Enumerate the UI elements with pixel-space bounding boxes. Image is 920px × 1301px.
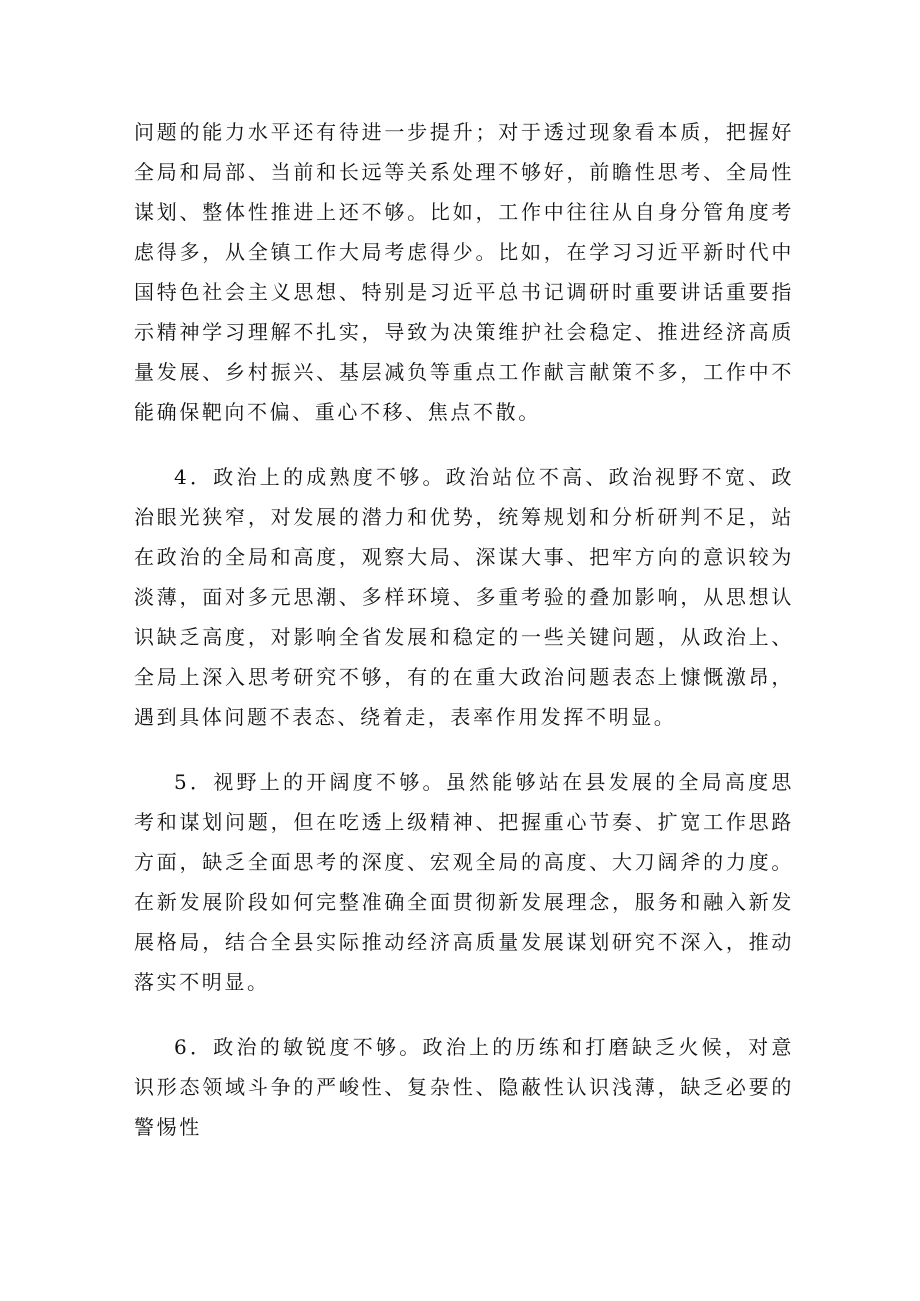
paragraph-item-6: 6．政治的敏锐度不够。政治上的历练和打磨缺乏火候，对意识形态领域斗争的严峻性、复杂性、隐蔽性认识浅薄，缺乏必要的警惕性 bbox=[134, 1035, 794, 1139]
paragraph-item-4: 4．政治上的成熟度不够。政治站位不高、政治视野不宽、政治眼光狭窄，对发展的潜力和优势，统筹规划和分析研判不足，站在政治的全局和高度，观察大局、深谋大事、把牢方向的意识较为淡薄，面对多元思潮、多样环境、多重考验的叠加影响，从思想认识缺乏高度，对影响全省发展和稳定的一些关键问题，从政治上、全局上深入思考研究不够，有的在重大政治问题表态上慷慨激昂，遇到具体问题不表态、绕着走，表率作用发挥不明显。 bbox=[134, 465, 794, 729]
document-body bbox=[134, 112, 794, 1172]
paragraph-item-5: 5．视野上的开阔度不够。虽然能够站在县发展的全局高度思考和谋划问题，但在吃透上级精神、把握重心节奏、扩宽工作思路方面，缺乏全面思考的深度、宏观全局的高度、大刀阔斧的力度。在新发展阶段如何完整准确全面贯彻新发展理念，服务和融入新发展格局，结合全县实际推动经济高质量发展谋划研究不深入，推动落实不明显。 bbox=[134, 770, 794, 994]
paragraph-continuation: 问题的能力水平还有待进一步提升；对于透过现象看本质，把握好全局和局部、当前和长远等关系处理不够好，前瞻性思考、全局性谋划、整体性推进上还不够。比如，工作中往往从自身分管角度考虑得多，从全镇工作大局考虑得少。比如，在学习习近平新时代中国特色社会主义思想、特别是习近平总书记调研时重要讲话重要指示精神学习理解不扎实，导致为决策维护社会稳定、推进经济高质量发展、乡村振兴、基层减负等重点工作献言献策不多，工作中不能确保靶向不偏、重心不移、焦点不散。 bbox=[134, 120, 794, 424]
